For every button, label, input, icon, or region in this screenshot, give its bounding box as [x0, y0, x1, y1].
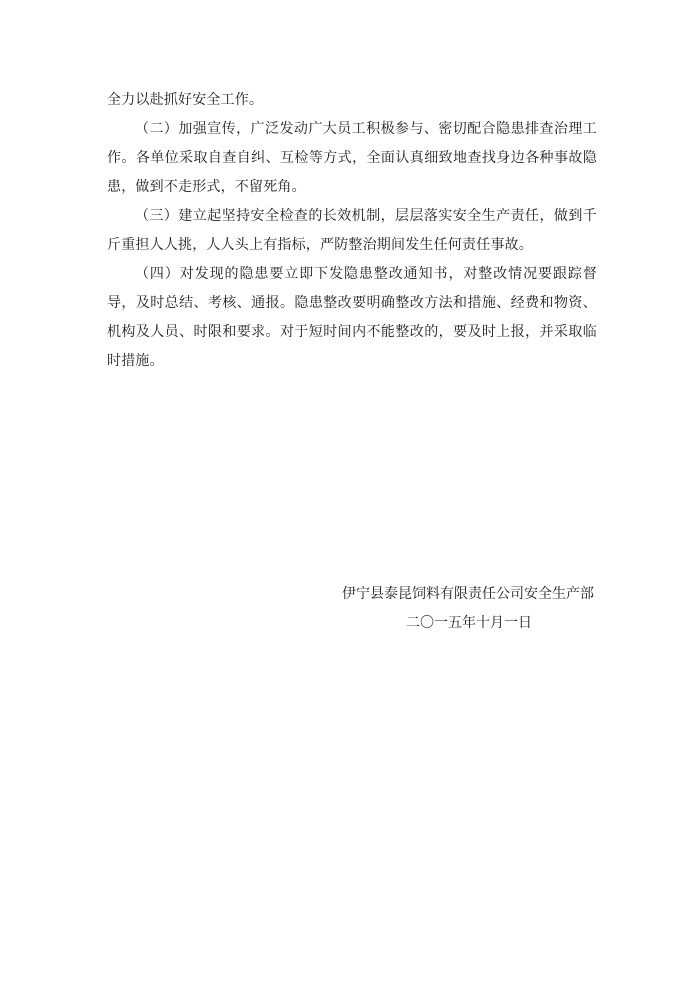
signature-block — [300, 580, 594, 631]
paragraph-item-3: （三）建立起坚持安全检查的长效机制，层层落实安全生产责任，做到千斤重担人人挑，人人头上有指标，严防整治期间发生任何责任事故。 — [107, 208, 597, 253]
paragraph-continuation: 全力以赴抓好安全工作。 — [107, 92, 264, 108]
signature-date: 二〇一五年十月一日 — [406, 615, 532, 631]
paragraph-item-4: （四）对发现的隐患要立即下发隐患整改通知书，对整改情况要跟踪督导，及时总结、考核、通报。隐患整改要明确整改方法和措施、经费和物资、机构及人员、时限和要求。对于短时间内不能整改的，要及时上报，并采取临时措施。 — [107, 266, 597, 369]
signature-organization: 伊宁县泰昆饲料有限责任公司安全生产部 — [342, 586, 594, 602]
paragraph-item-2: （二）加强宣传，广泛发动广大员工积极参与、密切配合隐患排查治理工作。各单位采取自查自纠、互检等方式，全面认真细致地查找身边各种事故隐患，做到不走形式，不留死角。 — [107, 121, 597, 195]
document-body — [107, 86, 597, 376]
